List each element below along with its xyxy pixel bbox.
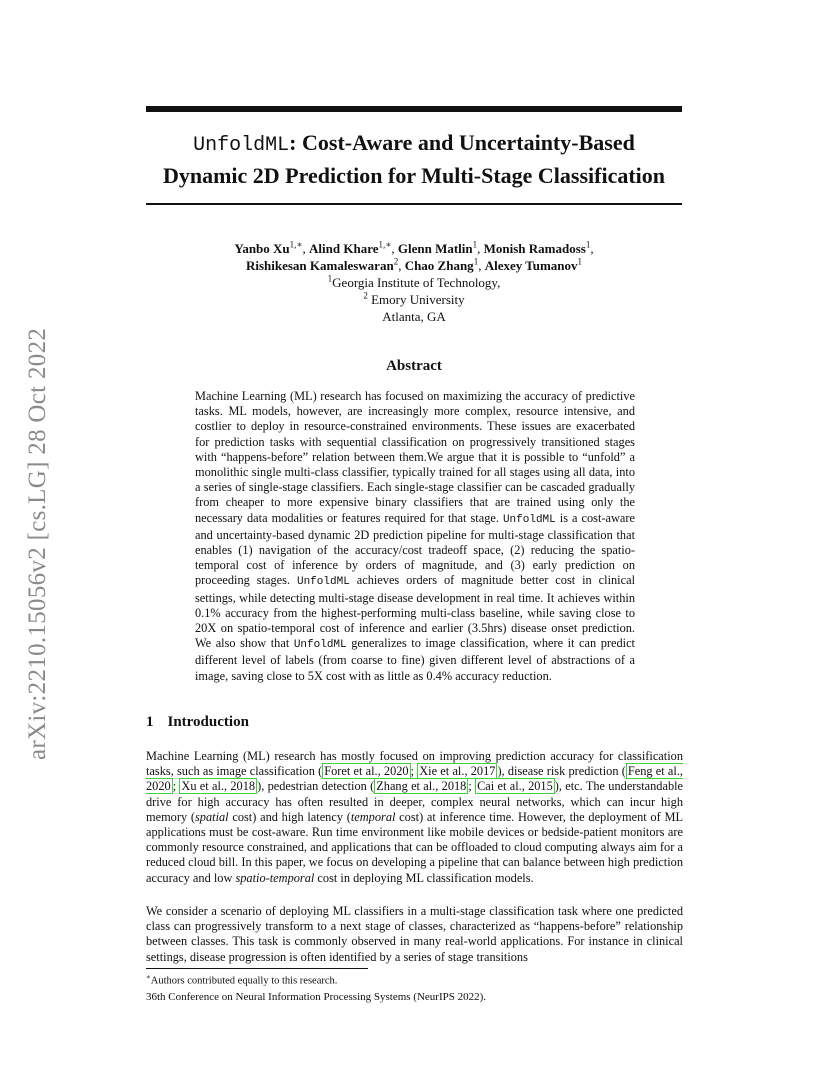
author-name: Yanbo Xu <box>234 241 290 256</box>
author-name: Chao Zhang <box>404 258 474 273</box>
title-line1-rest: : Cost-Aware and Uncertainty-Based <box>289 130 635 155</box>
italic-term: spatial <box>195 809 229 824</box>
abstract-text: generalizes to image classification, where it can predict different level of labels (from coarse to fine) given different level of abstractions of a image, saving close to 5X cost with as little as 0.4% accuracy reduction. <box>195 636 635 683</box>
paper-title <box>120 128 708 191</box>
citation-link[interactable]: Xu et al., 2018 <box>181 779 256 794</box>
section-title: Introduction <box>167 714 249 730</box>
affiliation-1: Georgia Institute of Technology, <box>332 275 501 290</box>
para-text: Machine Learning (ML) research has mostly focused on improving prediction accuracy for classification tasks, such as image classification ( <box>146 749 683 779</box>
abstract-text: is a cost-aware and uncertainty-based dynamic 2D prediction pipeline for multi-stage classification that enables (1) navigation of the accuracy/cost tradeoff space, (2) reducing the spatio-temporal cost of inference by orders of magnitude, and (3) early prediction on proceeding stages. <box>195 510 635 588</box>
para-text: ; <box>410 764 418 779</box>
author-name: Rishikesan Kamaleswaran <box>245 258 394 273</box>
system-name: UnfoldML <box>293 639 347 652</box>
para-text: ; <box>172 779 180 794</box>
section-heading-introduction <box>146 714 249 731</box>
affiliation-sup: 1 <box>327 273 333 284</box>
title-bottom-rule <box>146 203 682 205</box>
author-sup: 1 <box>585 239 591 250</box>
footnote <box>146 973 337 987</box>
affiliation-2: Emory University <box>371 292 465 307</box>
italic-term: spatio-temporal <box>235 870 315 885</box>
system-name: UnfoldML <box>296 576 350 589</box>
conference-note: 36th Conference on Neural Information Processing Systems (NeurIPS 2022). <box>146 991 487 1003</box>
author-sup: 2 <box>393 256 399 267</box>
citation-link[interactable]: Xie et al., 2017 <box>419 764 496 779</box>
title-line2: Dynamic 2D Prediction for Multi-Stage Classification <box>162 163 666 188</box>
author-block: Yanbo $Xu^{1,∗}$, Alind Khare$^{1,∗}$, Glenn Matlin$^1$, Monish Ramadoss$^1$, Rishikesan Kamaleswaran$^2$, Chao Zhang$^1$, Alexey Tumanov$^1$ $^1$Georgia Institute of Technology, $^2$ Emory University Atlanta, GA <box>234 239 594 324</box>
footnote-rule <box>146 968 368 969</box>
author-sup: 1 <box>577 256 583 267</box>
author-name: Alind Khare <box>309 241 379 256</box>
author-name: Monish Ramadoss <box>483 241 586 256</box>
section-number: 1 <box>146 714 154 730</box>
citation-link[interactable]: Foret et al., 2020 <box>324 764 409 779</box>
para-text: cost) at inference time. However, the deployment of ML applications must be cost-aware. Run time environment like mobile devices or bedside-patient monitors are commonly resource constrained, and applications that can be offloaded to cloud computing always aim for a reduced cloud bill. In this paper, we focus on developing a pipeline that can balance between high prediction accuracy and low <box>146 809 683 885</box>
footnote-text: Authors contributed equally to this research. <box>150 975 338 987</box>
author-name: Glenn Matlin <box>397 241 473 256</box>
title-mono-part: UnfoldML <box>193 134 290 157</box>
intro-paragraph-2: We consider a scenario of deploying ML classifiers in a multi-stage classification task where one predicted class can progressively transform to a next stage of classes, characterized as “happens-before” relationship between classes. This task is commonly observed in many real-world applications. For instance in clinical settings, disease progression is often identified by a series of stage transitions <box>146 904 683 964</box>
para-text: ), pedestrian detection ( <box>257 779 375 794</box>
system-name: UnfoldML <box>502 513 556 526</box>
abstract-text: achieves orders of magnitude better cost in clinical settings, while detecting multi-stage disease development in real time. It achieves within 0.1% accuracy from the highest-performing multi-class baseline, while saving close to 20X on spatio-temporal cost of inference and earlier (3.5hrs) disease onset prediction. We also show that <box>195 573 635 651</box>
author-sup: 1 <box>473 256 479 267</box>
para-text: ; <box>468 779 476 794</box>
para-text: ), etc. The understandable drive for high accuracy has often resulted in deeper, complex neural networks, which can incur high memory ( <box>146 779 684 824</box>
location: Atlanta, GA <box>382 309 446 324</box>
author-sup: 1 <box>472 239 478 250</box>
italic-term: temporal <box>350 809 396 824</box>
para-text: cost) and high latency ( <box>228 809 351 824</box>
title-top-rule <box>146 106 682 112</box>
author-sup: 1,∗ <box>378 239 392 250</box>
author-name: Alexey Tumanov <box>484 258 578 273</box>
abstract-heading: Abstract <box>386 358 442 374</box>
citation-link[interactable]: Cai et al., 2015 <box>477 779 553 794</box>
citation-link[interactable]: Zhang et al., 2018 <box>376 779 467 794</box>
footnote-mark: ∗ <box>146 973 151 981</box>
citation-link[interactable]: Feng et al., 2020 <box>146 764 683 794</box>
affiliation-sup: 2 <box>363 290 368 301</box>
arxiv-stamp: arXiv:2210.15056v2 [cs.LG] 28 Oct 2022 <box>24 327 51 760</box>
abstract-body <box>195 389 635 684</box>
author-sup: 1,∗ <box>289 239 303 250</box>
para-text: cost in deploying ML classification models. <box>314 870 534 885</box>
abstract-text: Machine Learning (ML) research has focused on maximizing the accuracy of predictive tasks. ML models, however, are increasingly more complex, resource intensive, and costlier to deploy in resource-constrained environments. These issues are exacerbated for prediction tasks with sequential classification on progressively transitioned stages with “happens-before” relation between them.We argue that it is possible to “unfold” a monolithic single multi-class classifier, typically trained for all stages using all data, into a series of single-stage classifiers. Each single-stage classifier can be cascaded gradually from cheaper to more expensive binary classifiers that are trained using only the necessary data modalities or features required for that stage. <box>195 389 635 525</box>
para-text: ), disease risk prediction ( <box>497 764 626 779</box>
intro-paragraph-1 <box>146 749 683 886</box>
